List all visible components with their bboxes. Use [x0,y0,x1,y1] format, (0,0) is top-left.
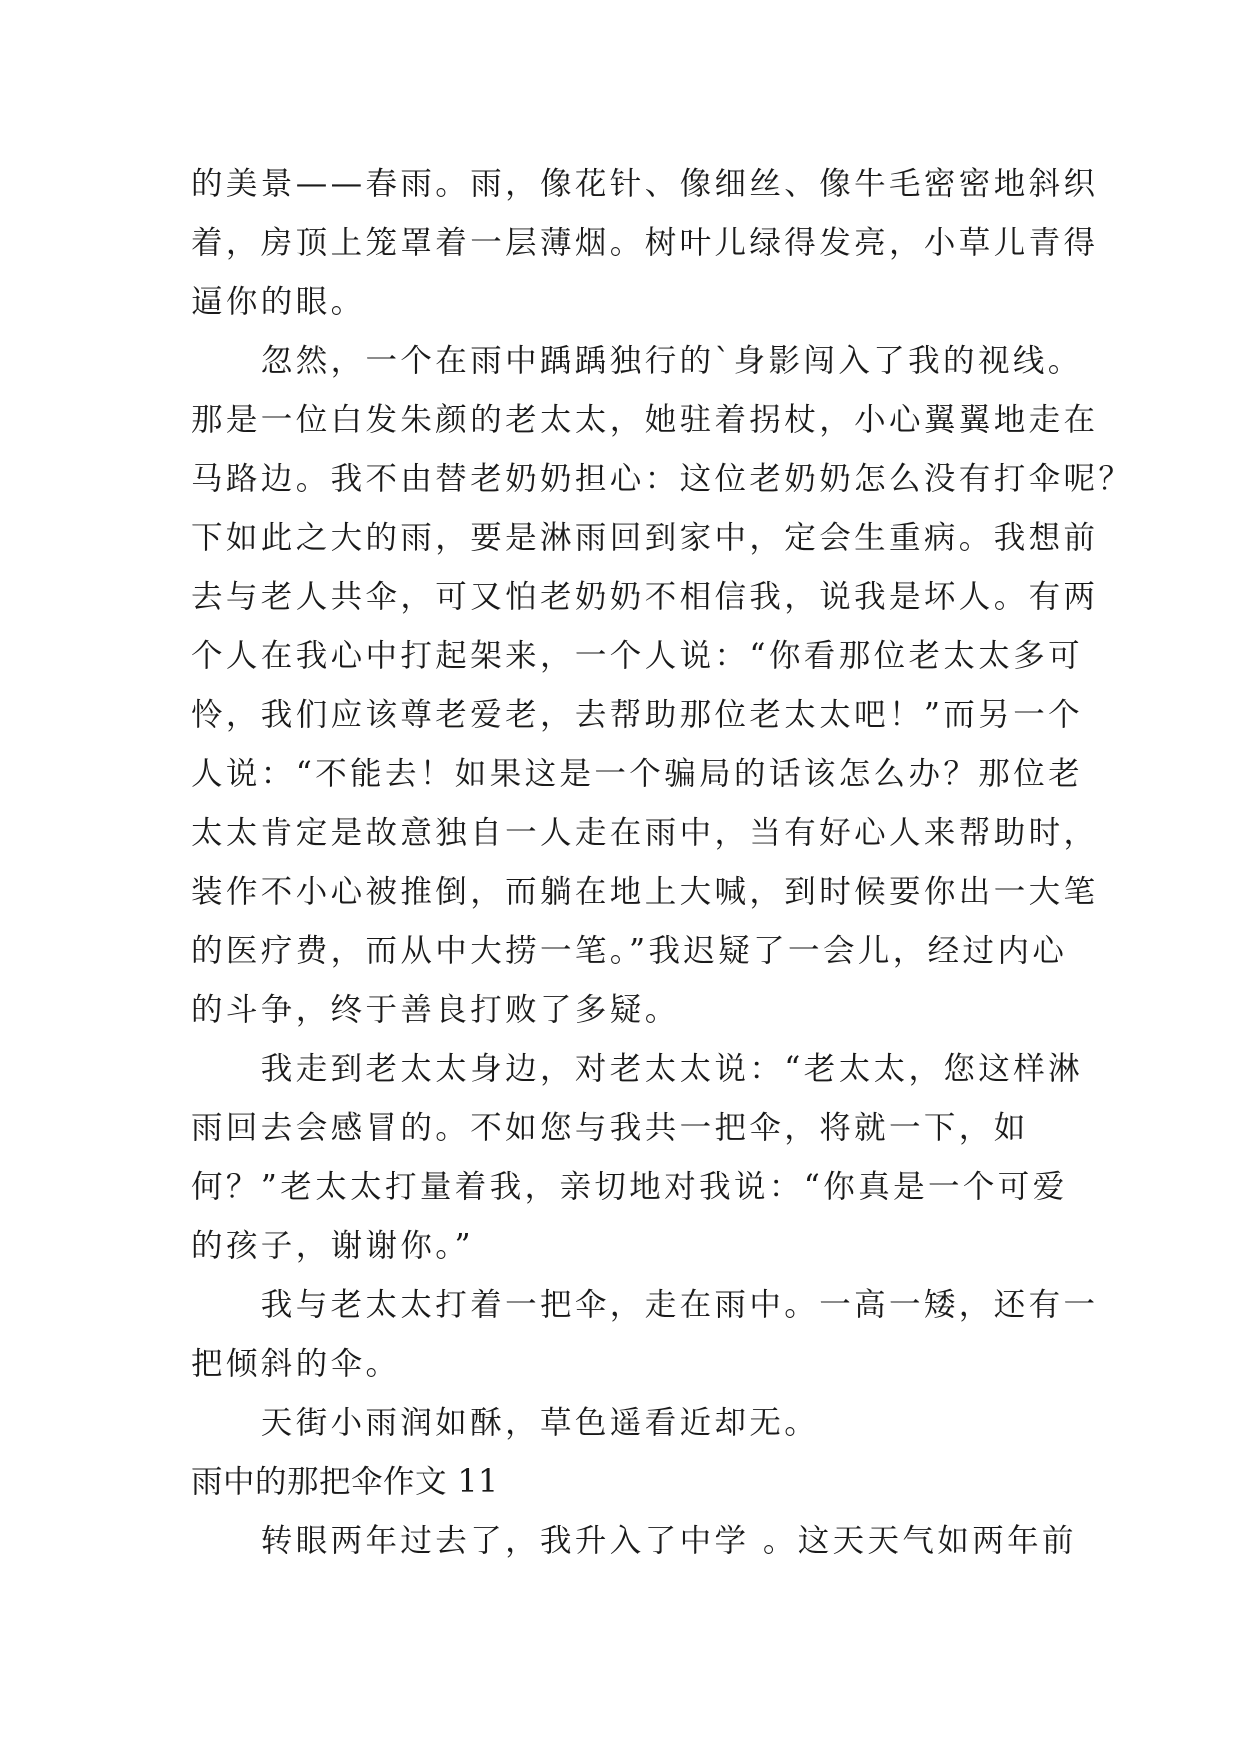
paragraph-line: 人说：“不能去！如果这是一个骗局的话该怎么办？那位老 [191,756,1084,792]
paragraph-line: 转眼两年过去了，我升入了中学 。这天天气如两年前 [191,1523,1077,1559]
paragraph-line: 马路边。我不由替老奶奶担心：这位老奶奶怎么没有打伞呢？ [191,461,1134,497]
paragraph-line: 把倾斜的伞。 [191,1346,401,1382]
paragraph-line: 的医疗费，而从中大捞一笔。”我迟疑了一会儿，经过内心 [191,933,1068,969]
paragraph-line: 装作不小心被推倒，而躺在地上大喊，到时候要你出一大笔 [191,874,1099,910]
paragraph-line: 那是一位白发朱颜的老太太，她驻着拐杖，小心翼翼地走在 [191,402,1099,438]
paragraph-line: 着，房顶上笼罩着一层薄烟。树叶儿绿得发亮，小草儿青得 [191,225,1099,261]
paragraph-line: 忽然，一个在雨中踽踽独行的`身影闯入了我的视线。 [191,343,1083,379]
paragraph-line: 我与老太太打着一把伞，走在雨中。一高一矮，还有一 [191,1287,1099,1323]
section-heading: 雨中的那把伞作文 11 [191,1464,499,1500]
paragraph-line: 的孩子，谢谢你。” [191,1228,474,1264]
paragraph-line: 下如此之大的雨，要是淋雨回到家中，定会生重病。我想前 [191,520,1099,556]
paragraph-line: 雨回去会感冒的。不如您与我共一把伞，将就一下，如 [191,1110,1029,1146]
paragraph-line: 去与老人共伞，可又怕老奶奶不相信我，说我是坏人。有两 [191,579,1099,615]
paragraph-line: 逼你的眼。 [191,284,366,320]
paragraph-line: 的美景——春雨。雨，像花针、像细丝、像牛毛密密地斜织 [191,166,1099,202]
paragraph-line: 的斗争，终于善良打败了多疑。 [191,992,680,1028]
paragraph-line: 天街小雨润如酥，草色遥看近却无。 [191,1405,820,1441]
paragraph-line: 怜，我们应该尊老爱老，去帮助那位老太太吧！”而另一个 [191,697,1084,733]
paragraph-line: 个人在我心中打起架来，一个人说：“你看那位老太太多可 [191,638,1084,674]
paragraph-line: 我走到老太太身边，对老太太说：“老太太，您这样淋 [191,1051,1084,1087]
paragraph-line: 何？”老太太打量着我，亲切地对我说：“你真是一个可爱 [191,1169,1068,1205]
paragraph-line: 太太肯定是故意独自一人走在雨中，当有好心人来帮助时， [191,815,1099,851]
